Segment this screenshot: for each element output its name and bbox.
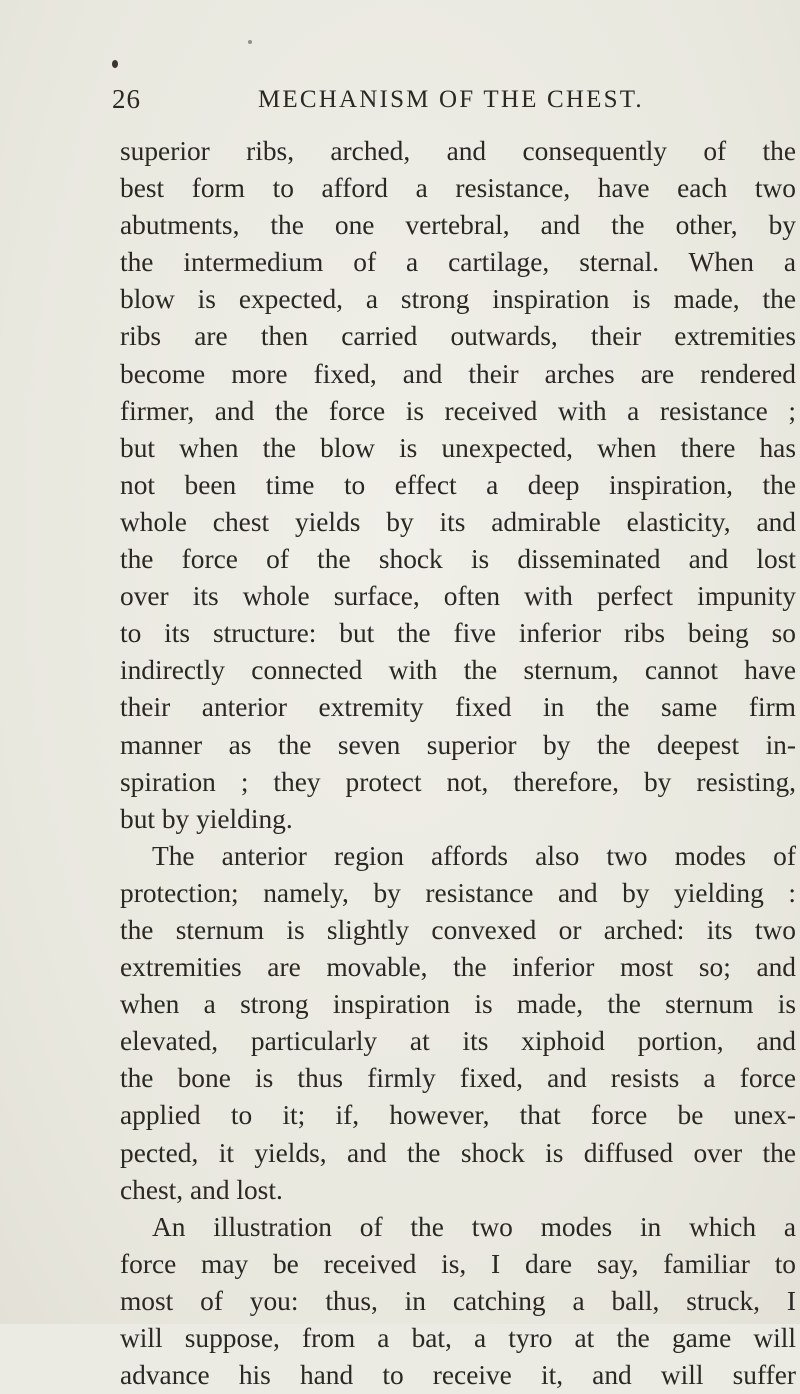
text-line: will suppose, from a bat, a tyro at the game will	[120, 1323, 796, 1353]
body-text	[120, 133, 796, 1394]
text-line: The anterior region affords also two modes of	[152, 840, 796, 871]
text-line: firmer, and the force is received with a resistance ;	[120, 395, 796, 426]
text-line: indirectly connected with the sternum, cannot have	[120, 655, 796, 686]
text-line: but by yielding.	[120, 803, 293, 834]
text-line: whole chest yields by its admirable elasticity, and	[120, 506, 796, 537]
ink-speck	[112, 60, 118, 68]
text-line: the force of the shock is disseminated and lost	[120, 544, 796, 575]
text-line: when a strong inspiration is made, the sternum is	[120, 989, 796, 1020]
text-line: over its whole surface, often with perfect impunity	[120, 581, 796, 612]
text-line: superior ribs, arched, and consequently of the	[120, 136, 796, 166]
page-number: 26	[112, 84, 141, 114]
text-line: spiration ; they protect not, therefore, by resisting,	[120, 766, 796, 797]
text-line: the sternum is slightly convexed or arched: its two	[120, 914, 796, 945]
text-line: the intermedium of a cartilage, sternal. When a	[120, 247, 796, 278]
text-line: most of you: thus, in catching a ball, struck, I	[120, 1285, 796, 1316]
text-line: blow is expected, a strong inspiration is made, the	[120, 284, 796, 315]
text-line: applied to it; if, however, that force be unex-	[120, 1100, 796, 1131]
text-line: their anterior extremity fixed in the same firm	[120, 692, 796, 723]
text-line: extremities are movable, the inferior most so; and	[120, 952, 796, 983]
text-line: manner as the seven superior by the deepest in-	[120, 729, 796, 760]
running-head: MECHANISM OF THE CHEST.	[258, 86, 644, 113]
text-line: pected, it yields, and the shock is diffused over the	[120, 1137, 796, 1168]
ink-speck	[248, 40, 252, 44]
text-line: become more fixed, and their arches are rendered	[120, 358, 796, 389]
page-header	[112, 84, 722, 124]
text-line: force may be received is, I dare say, familiar to	[120, 1248, 796, 1279]
text-line: protection; namely, by resistance and by yielding :	[120, 877, 796, 908]
text-line: abutments, the one vertebral, and the other, by	[120, 210, 796, 241]
text-line: An illustration of the two modes in which a	[152, 1211, 796, 1242]
text-line: but when the blow is unexpected, when there has	[120, 432, 796, 463]
text-line: the bone is thus firmly fixed, and resists a force	[120, 1063, 796, 1094]
text-line: not been time to effect a deep inspiration, the	[120, 469, 796, 500]
text-line: best form to afford a resistance, have each two	[120, 173, 796, 204]
text-line: ribs are then carried outwards, their extremities	[120, 321, 796, 352]
text-line: elevated, particularly at its xiphoid portion, and	[120, 1026, 796, 1057]
text-line: to its structure: but the five inferior ribs being so	[120, 618, 796, 649]
text-line: advance his hand to receive it, and will suffer	[120, 1360, 796, 1391]
text-line: chest, and lost.	[120, 1174, 283, 1205]
